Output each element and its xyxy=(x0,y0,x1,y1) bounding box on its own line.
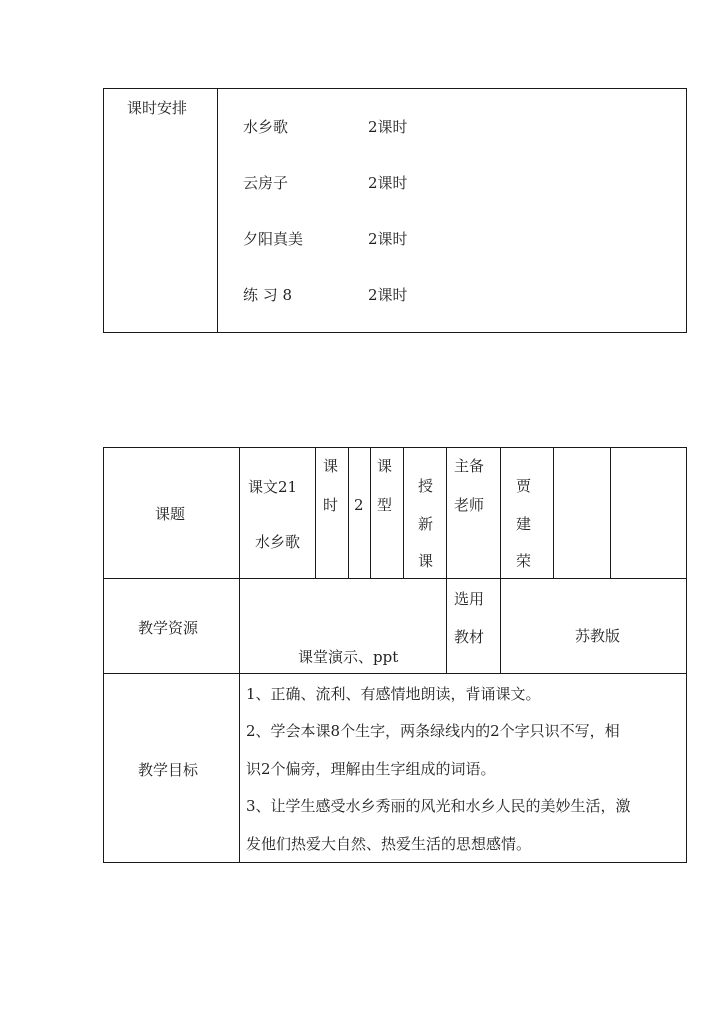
table-border xyxy=(686,447,687,863)
teacher-label-2: 老师 xyxy=(454,496,485,514)
topic-line1: 课文21 xyxy=(248,478,298,496)
type-value-1: 授 xyxy=(418,477,434,495)
goals-label: 教学目标 xyxy=(138,761,199,779)
table-border xyxy=(103,447,104,863)
hours-value: 2 xyxy=(354,496,364,514)
textbook-label-2: 教材 xyxy=(454,628,485,646)
goals-line: 发他们热爱大自然、热爱生活的思想感情。 xyxy=(246,835,532,853)
textbook-value: 苏教版 xyxy=(575,627,621,645)
teacher-name-1: 贾 xyxy=(516,477,532,495)
schedule-hours: 2课时 xyxy=(368,286,408,304)
teacher-name-2: 建 xyxy=(516,515,532,533)
table-border xyxy=(315,447,316,579)
table-border xyxy=(103,673,687,674)
table-border xyxy=(610,447,611,579)
goals-line: 1、正确、流利、有感情地朗读，背诵课文。 xyxy=(246,685,541,703)
goals-line: 3、让学生感受水乡秀丽的风光和水乡人民的美妙生活，激 xyxy=(246,797,631,815)
resources-label: 教学资源 xyxy=(138,619,199,637)
table-border xyxy=(446,447,447,674)
table-border xyxy=(239,447,240,863)
table-border xyxy=(370,447,371,579)
textbook-label-1: 选用 xyxy=(454,590,485,608)
table-border xyxy=(500,447,501,674)
table-border xyxy=(348,447,349,579)
goals-line: 2、学会本课8个生字，两条绿线内的2个字只识不写，相 xyxy=(246,722,620,740)
type-value-3: 课 xyxy=(418,552,434,570)
schedule-lesson: 云房子 xyxy=(243,174,289,192)
type-label-1: 课 xyxy=(377,457,393,475)
teacher-name-3: 荣 xyxy=(516,552,532,570)
topic-line2: 水乡歌 xyxy=(255,533,301,551)
goals-line: 识2个偏旁，理解由生字组成的词语。 xyxy=(246,760,496,778)
schedule-hours: 2课时 xyxy=(368,118,408,136)
schedule-label: 课时安排 xyxy=(127,99,188,117)
schedule-hours: 2课时 xyxy=(368,174,408,192)
resources-value: 课堂演示、ppt xyxy=(298,648,399,666)
table-border xyxy=(403,447,404,579)
table-border xyxy=(103,578,687,579)
topic-label: 课题 xyxy=(155,505,186,523)
table-border xyxy=(103,862,687,863)
schedule-lesson: 练 习 8 xyxy=(243,286,293,304)
teacher-label-1: 主备 xyxy=(454,457,485,475)
hours-label-1: 课 xyxy=(323,457,339,475)
hours-label-2: 时 xyxy=(323,496,339,514)
type-value-2: 新 xyxy=(418,515,434,533)
schedule-lesson: 水乡歌 xyxy=(243,118,289,136)
type-label-2: 型 xyxy=(377,496,393,514)
schedule-lesson: 夕阳真美 xyxy=(243,230,304,248)
schedule-hours: 2课时 xyxy=(368,230,408,248)
table-border xyxy=(103,447,687,448)
table-border xyxy=(553,447,554,579)
